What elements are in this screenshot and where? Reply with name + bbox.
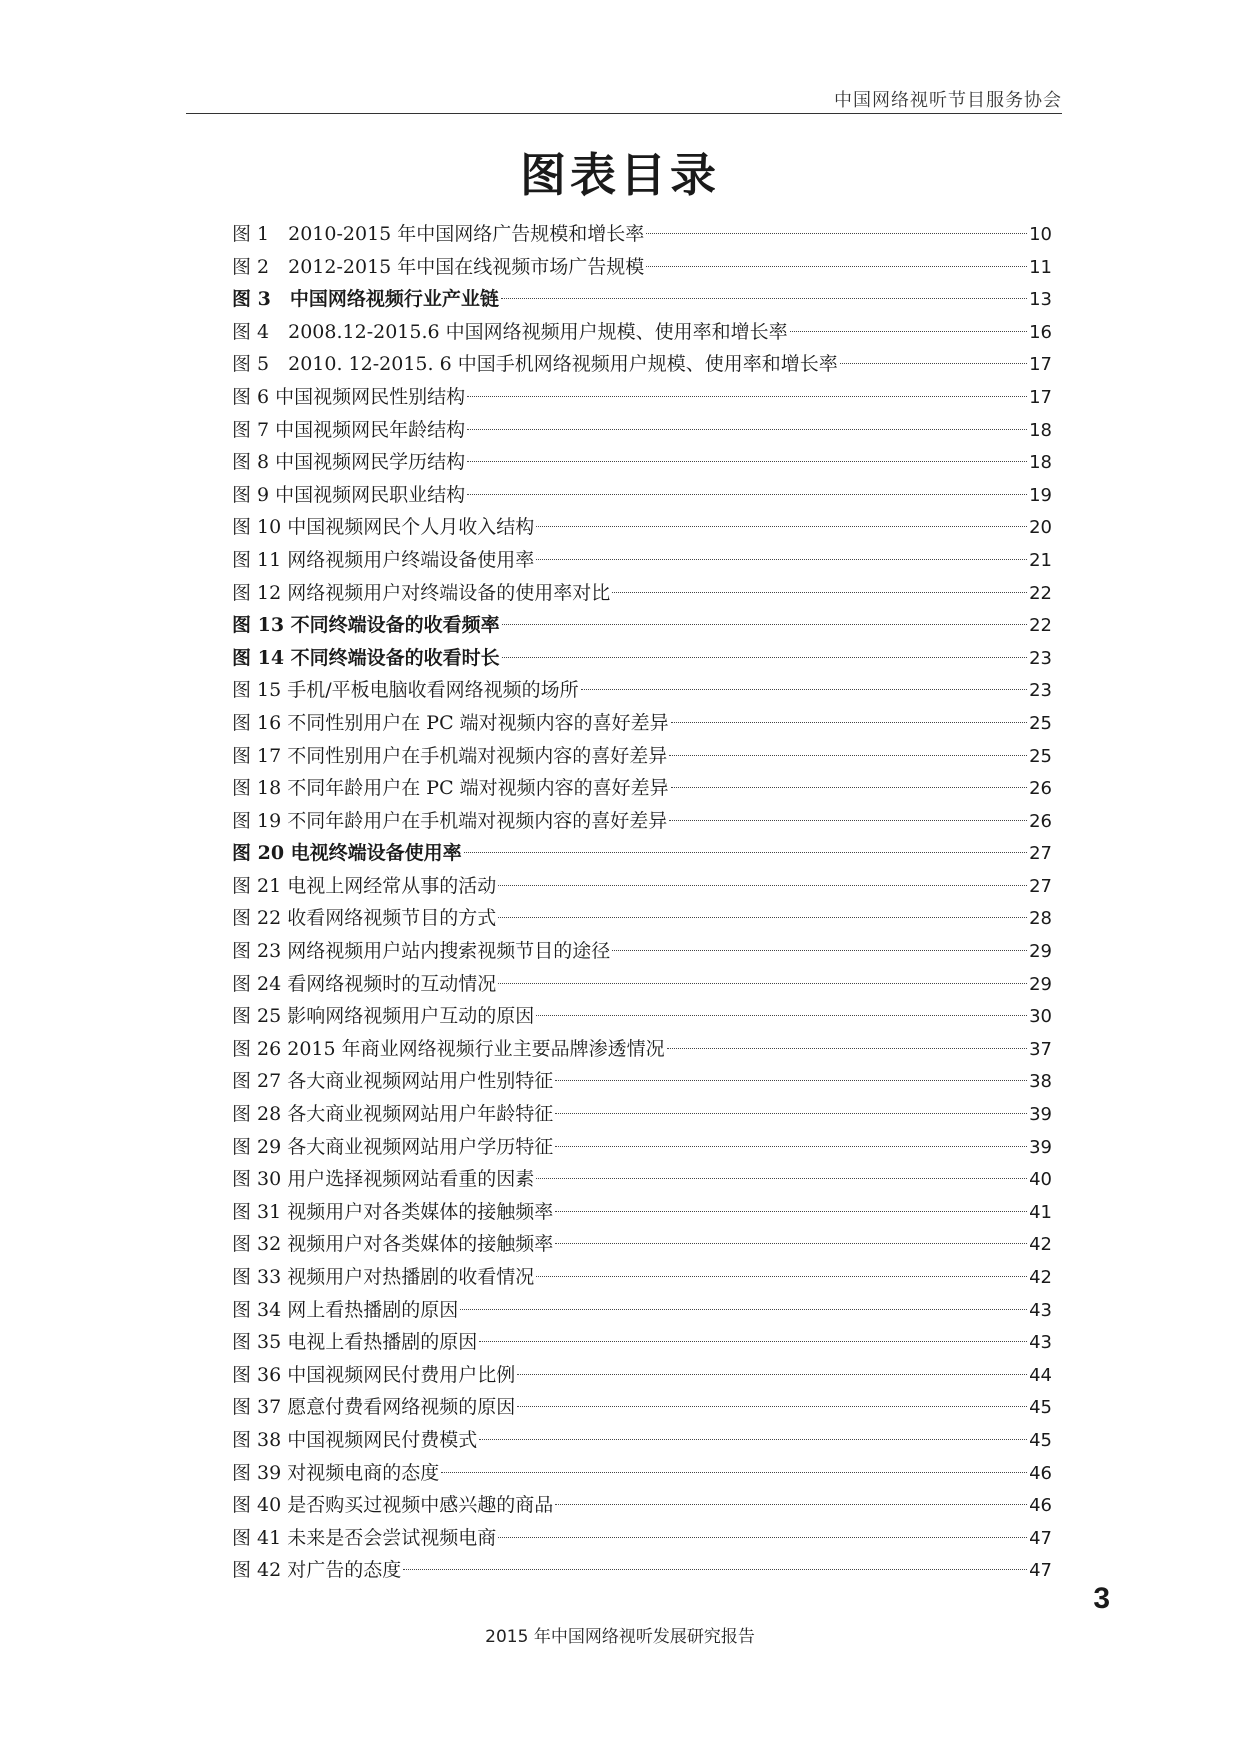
toc-dot-leader	[555, 1243, 1027, 1244]
toc-entry[interactable]	[232, 642, 1052, 675]
toc-entry[interactable]	[232, 577, 1052, 610]
toc-entry-label: 图 8 中国视频网民学历结构	[232, 451, 466, 474]
toc-dot-leader	[467, 429, 1027, 430]
toc-dot-leader	[581, 689, 1027, 690]
page-title: 图表目录	[520, 148, 720, 202]
toc-entry-label: 图 21 电视上网经常从事的活动	[232, 874, 497, 897]
toc-dot-leader	[612, 950, 1027, 951]
toc-entry-label: 图 11 网络视频用户终端设备使用率	[232, 548, 535, 571]
toc-entry[interactable]	[232, 609, 1052, 642]
toc-entry-label: 图 23 网络视频用户站内搜索视频节目的途径	[232, 940, 611, 963]
toc-entry-page: 17	[1029, 354, 1052, 376]
toc-entry[interactable]	[232, 1457, 1052, 1490]
toc-entry[interactable]	[232, 805, 1052, 838]
toc-entry-label: 图 15 手机/平板电脑收看网络视频的场所	[232, 679, 579, 702]
toc-entry-page: 23	[1029, 680, 1052, 702]
toc-entry[interactable]	[232, 772, 1052, 805]
toc-entry-page: 29	[1029, 973, 1052, 995]
toc-entry-label: 图 41 未来是否会尝试视频电商	[232, 1526, 497, 1549]
toc-entry[interactable]	[232, 674, 1052, 707]
toc-dot-leader	[479, 1439, 1027, 1440]
toc-entry[interactable]	[232, 1196, 1052, 1229]
toc-entry-label: 图 25 影响网络视频用户互动的原因	[232, 1005, 535, 1028]
toc-dot-leader	[517, 1374, 1027, 1375]
toc-entry[interactable]	[232, 1228, 1052, 1261]
toc-dot-leader	[536, 526, 1027, 527]
toc-dot-leader	[555, 1504, 1027, 1505]
toc-entry[interactable]	[232, 1000, 1052, 1033]
toc-entry-page: 26	[1029, 778, 1052, 800]
toc-dot-leader	[467, 396, 1027, 397]
toc-entry[interactable]	[232, 1033, 1052, 1066]
toc-entry-label: 图 3 中国网络视频行业产业链	[232, 288, 499, 311]
toc-dot-leader	[671, 787, 1027, 788]
toc-entry[interactable]	[232, 1163, 1052, 1196]
toc-entry[interactable]	[232, 348, 1052, 381]
toc-entry[interactable]	[232, 1294, 1052, 1327]
toc-entry-label: 图 36 中国视频网民付费用户比例	[232, 1363, 516, 1386]
toc-entry-label: 图 31 视频用户对各类媒体的接触频率	[232, 1200, 554, 1223]
header-divider	[186, 113, 1062, 114]
toc-entry-label: 图 4 2008.12-2015.6 中国网络视频用户规模、使用率和增长率	[232, 320, 788, 343]
toc-dot-leader	[555, 1113, 1027, 1114]
toc-entry-label: 图 35 电视上看热播剧的原因	[232, 1331, 478, 1354]
toc-dot-leader	[671, 722, 1027, 723]
toc-dot-leader	[502, 657, 1027, 658]
toc-entry[interactable]	[232, 479, 1052, 512]
toc-entry-page: 46	[1029, 1462, 1052, 1484]
toc-entry-label: 图 16 不同性别用户在 PC 端对视频内容的喜好差异	[232, 711, 669, 734]
toc-entry-page: 44	[1029, 1364, 1052, 1386]
toc-entry[interactable]	[232, 968, 1052, 1001]
toc-entry-label: 图 6 中国视频网民性别结构	[232, 385, 466, 408]
toc-entry-page: 25	[1029, 712, 1052, 734]
toc-entry-page: 42	[1029, 1267, 1052, 1288]
toc-entry-page: 43	[1029, 1299, 1052, 1321]
toc-entry-page: 28	[1029, 908, 1052, 930]
toc-entry-page: 22	[1029, 582, 1052, 604]
toc-entry-label: 图 22 收看网络视频节目的方式	[232, 907, 497, 930]
toc-entry[interactable]	[232, 1489, 1052, 1522]
toc-dot-leader	[669, 755, 1027, 756]
toc-entry-page: 17	[1029, 386, 1052, 408]
toc-entry[interactable]	[232, 902, 1052, 935]
toc-entry[interactable]	[232, 381, 1052, 414]
toc-dot-leader	[555, 1211, 1027, 1212]
toc-entry[interactable]	[232, 251, 1052, 284]
toc-entry-label: 图 13 不同终端设备的收看频率	[232, 614, 500, 637]
toc-entry[interactable]	[232, 870, 1052, 903]
toc-entry[interactable]	[232, 218, 1052, 251]
toc-dot-leader	[441, 1472, 1027, 1473]
toc-entry-page: 39	[1029, 1104, 1052, 1126]
toc-dot-leader	[667, 1048, 1027, 1049]
toc-entry-label: 图 37 愿意付费看网络视频的原因	[232, 1396, 516, 1419]
toc-entry-label: 图 30 用户选择视频网站看重的因素	[232, 1168, 535, 1191]
toc-dot-leader	[840, 363, 1027, 364]
toc-entry[interactable]	[232, 1065, 1052, 1098]
toc-entry-page: 22	[1029, 615, 1052, 637]
toc-dot-leader	[403, 1569, 1027, 1570]
toc-entry[interactable]	[232, 511, 1052, 544]
table-of-figures	[232, 218, 1052, 1587]
toc-dot-leader	[501, 298, 1027, 299]
toc-entry-page: 18	[1029, 419, 1052, 441]
toc-entry-label: 图 24 看网络视频时的互动情况	[232, 972, 497, 995]
toc-entry-label: 图 18 不同年龄用户在 PC 端对视频内容的喜好差异	[232, 777, 669, 800]
toc-entry-page: 38	[1029, 1071, 1052, 1093]
toc-entry-page: 13	[1029, 289, 1052, 311]
toc-entry[interactable]	[232, 1326, 1052, 1359]
toc-entry-page: 10	[1029, 224, 1052, 245]
toc-dot-leader	[612, 592, 1027, 593]
toc-entry-page: 45	[1029, 1429, 1052, 1451]
toc-entry-page: 27	[1029, 875, 1052, 897]
toc-entry-label: 图 40 是否购买过视频中感兴趣的商品	[232, 1494, 554, 1517]
toc-dot-leader	[555, 1146, 1027, 1147]
toc-entry[interactable]	[232, 1424, 1052, 1457]
toc-dot-leader	[646, 266, 1027, 267]
toc-entry[interactable]	[232, 414, 1052, 447]
header-org-name: 中国网络视听节目服务协会	[834, 90, 1062, 111]
toc-dot-leader	[536, 1178, 1027, 1179]
toc-entry-label: 图 19 不同年龄用户在手机端对视频内容的喜好差异	[232, 809, 668, 832]
toc-entry-page: 21	[1029, 549, 1052, 571]
toc-entry-page: 18	[1029, 452, 1052, 474]
toc-entry[interactable]	[232, 1359, 1052, 1392]
toc-entry-page: 42	[1029, 1234, 1052, 1256]
toc-entry-label: 图 12 网络视频用户对终端设备的使用率对比	[232, 581, 611, 604]
toc-entry-label: 图 38 中国视频网民付费模式	[232, 1428, 478, 1451]
toc-entry-label: 图 14 不同终端设备的收看时长	[232, 646, 500, 669]
toc-entry[interactable]	[232, 935, 1052, 968]
toc-entry[interactable]	[232, 1522, 1052, 1555]
toc-entry-page: 37	[1029, 1038, 1052, 1060]
toc-entry-page: 19	[1029, 484, 1052, 506]
toc-entry-label: 图 1 2010-2015 年中国网络广告规模和增长率	[232, 223, 645, 245]
toc-entry-page: 27	[1029, 843, 1052, 865]
toc-entry-page: 20	[1029, 517, 1052, 539]
toc-dot-leader	[479, 1341, 1027, 1342]
toc-entry-label: 图 2 2012-2015 年中国在线视频市场广告规模	[232, 255, 645, 278]
toc-entry-label: 图 29 各大商业视频网站用户学历特征	[232, 1135, 554, 1158]
toc-entry-label: 图 33 视频用户对热播剧的收看情况	[232, 1266, 535, 1288]
toc-dot-leader	[464, 852, 1027, 853]
toc-entry-label: 图 34 网上看热播剧的原因	[232, 1298, 459, 1321]
toc-entry[interactable]	[232, 707, 1052, 740]
toc-entry-label: 图 32 视频用户对各类媒体的接触频率	[232, 1233, 554, 1256]
toc-entry-label: 图 26 2015 年商业网络视频行业主要品牌渗透情况	[232, 1037, 665, 1060]
toc-entry-label: 图 17 不同性别用户在手机端对视频内容的喜好差异	[232, 744, 668, 767]
page-number: 3	[1093, 1582, 1110, 1615]
toc-entry[interactable]	[232, 1131, 1052, 1164]
toc-entry[interactable]	[232, 1554, 1052, 1587]
toc-entry-label: 图 42 对广告的态度	[232, 1559, 402, 1582]
toc-entry-page: 26	[1029, 810, 1052, 832]
toc-dot-leader	[460, 1309, 1027, 1310]
toc-entry[interactable]	[232, 544, 1052, 577]
toc-entry[interactable]	[232, 1261, 1052, 1294]
toc-entry-page: 40	[1029, 1169, 1052, 1191]
toc-entry-page: 41	[1029, 1201, 1052, 1223]
toc-dot-leader	[467, 461, 1027, 462]
footer-report-title: 2015 年中国网络视听发展研究报告	[485, 1627, 755, 1647]
toc-entry-page: 23	[1029, 647, 1052, 669]
toc-dot-leader	[536, 1276, 1027, 1277]
toc-entry-label: 图 5 2010. 12-2015. 6 中国手机网络视频用户规模、使用率和增长率	[232, 353, 838, 376]
toc-entry[interactable]	[232, 837, 1052, 870]
toc-dot-leader	[669, 820, 1027, 821]
toc-entry-label: 图 10 中国视频网民个人月收入结构	[232, 516, 535, 539]
toc-entry-page: 16	[1029, 321, 1052, 343]
toc-dot-leader	[555, 1080, 1027, 1081]
toc-dot-leader	[536, 559, 1027, 560]
toc-dot-leader	[646, 233, 1027, 234]
toc-entry[interactable]	[232, 1098, 1052, 1131]
toc-entry-label: 图 9 中国视频网民职业结构	[232, 483, 466, 506]
toc-entry-label: 图 39 对视频电商的态度	[232, 1461, 440, 1484]
toc-dot-leader	[498, 1537, 1027, 1538]
toc-entry-page: 45	[1029, 1397, 1052, 1419]
toc-entry-page: 46	[1029, 1495, 1052, 1517]
toc-entry-page: 47	[1029, 1527, 1052, 1549]
toc-dot-leader	[498, 885, 1027, 886]
toc-dot-leader	[536, 1015, 1027, 1016]
toc-entry-page: 43	[1029, 1332, 1052, 1354]
toc-entry-label: 图 28 各大商业视频网站用户年龄特征	[232, 1103, 554, 1126]
toc-entry[interactable]	[232, 740, 1052, 773]
toc-dot-leader	[790, 331, 1027, 332]
toc-entry-page: 47	[1029, 1560, 1052, 1582]
toc-entry-page: 29	[1029, 941, 1052, 963]
toc-entry[interactable]	[232, 316, 1052, 349]
toc-entry-label: 图 20 电视终端设备使用率	[232, 842, 462, 865]
toc-entry-page: 25	[1029, 745, 1052, 767]
toc-entry-label: 图 27 各大商业视频网站用户性别特征	[232, 1070, 554, 1093]
toc-entry[interactable]	[232, 1391, 1052, 1424]
toc-entry-label: 图 7 中国视频网民年龄结构	[232, 418, 466, 441]
toc-entry[interactable]	[232, 283, 1052, 316]
toc-dot-leader	[498, 983, 1027, 984]
toc-entry-page: 11	[1029, 256, 1052, 278]
toc-dot-leader	[517, 1406, 1027, 1407]
toc-dot-leader	[502, 624, 1027, 625]
toc-dot-leader	[467, 494, 1027, 495]
toc-entry[interactable]	[232, 446, 1052, 479]
toc-dot-leader	[498, 917, 1027, 918]
toc-entry-page: 30	[1029, 1006, 1052, 1028]
toc-entry-page: 39	[1029, 1136, 1052, 1158]
